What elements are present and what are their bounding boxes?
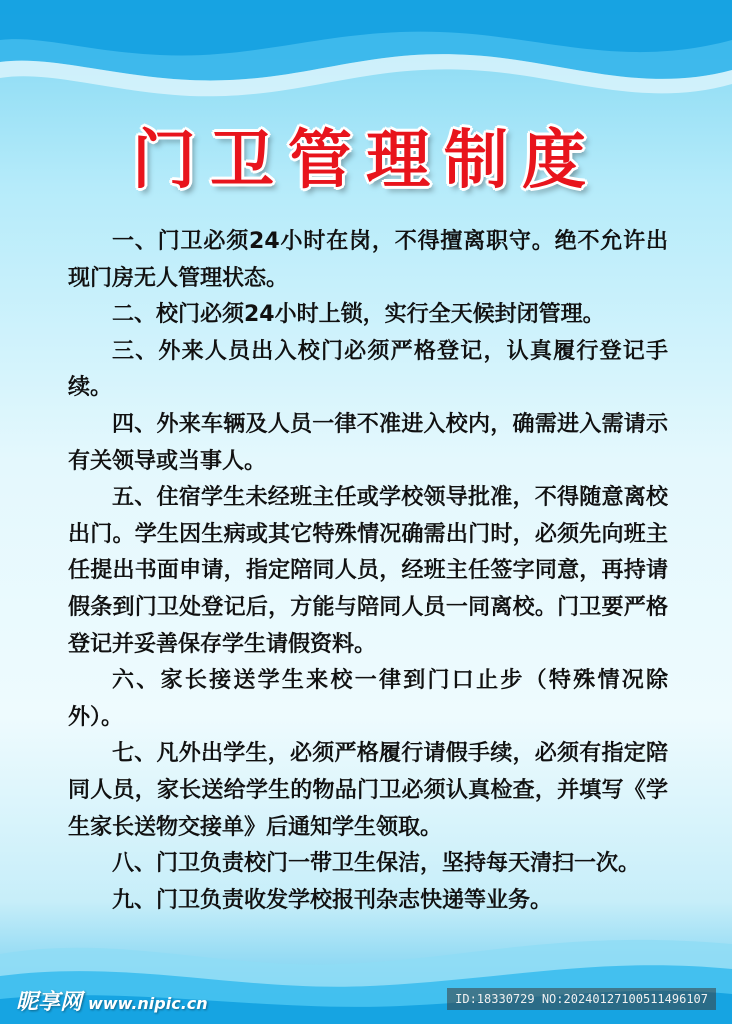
rule-item: 五、住宿学生未经班主任或学校领导批准，不得随意离校出门。学生因生病或其它特殊情况确需出门时，必须先向班主任提出书面申请，指定陪同人员，经班主任签字同意，再持请假条到门卫处登记后，方能与陪同人员一同离校。门卫要严格登记并妥善保存学生请假资料。	[68, 485, 668, 657]
watermark-logo-text: 昵享网	[16, 990, 83, 1015]
rule-item: 八、门卫负责校门一带卫生保洁，坚持每天清扫一次。	[112, 851, 641, 877]
watermark-url: www.nipic.cn	[88, 994, 208, 1013]
watermark-id: ID:18330729 NO:20240127100511496107	[447, 988, 716, 1010]
rule-item: 九、门卫负责收发学校报刊杂志快递等业务。	[112, 887, 553, 913]
rule-item: 六、家长接送学生来校一律到门口止步（特殊情况除外）。	[68, 668, 668, 730]
page-title: 门卫管理制度	[132, 124, 600, 198]
rule-item: 一、门卫必须24小时在岗，不得擅离职守。绝不允许出现门房无人管理状态。	[68, 229, 668, 291]
watermark-logo	[16, 985, 208, 1016]
rule-item: 二、校门必须24小时上锁，实行全天候封闭管理。	[112, 302, 605, 328]
rule-item: 三、外来人员出入校门必须严格登记，认真履行登记手续。	[68, 338, 668, 401]
rule-item: 七、凡外出学生，必须严格履行请假手续，必须有指定陪同人员，家长送给学生的物品门卫必须认真检查，并填写《学生家长送物交接单》后通知学生领取。	[68, 741, 668, 840]
rule-item: 四、外来车辆及人员一律不准进入校内，确需进入需请示有关领导或当事人。	[68, 411, 668, 474]
rules-list	[68, 224, 668, 919]
